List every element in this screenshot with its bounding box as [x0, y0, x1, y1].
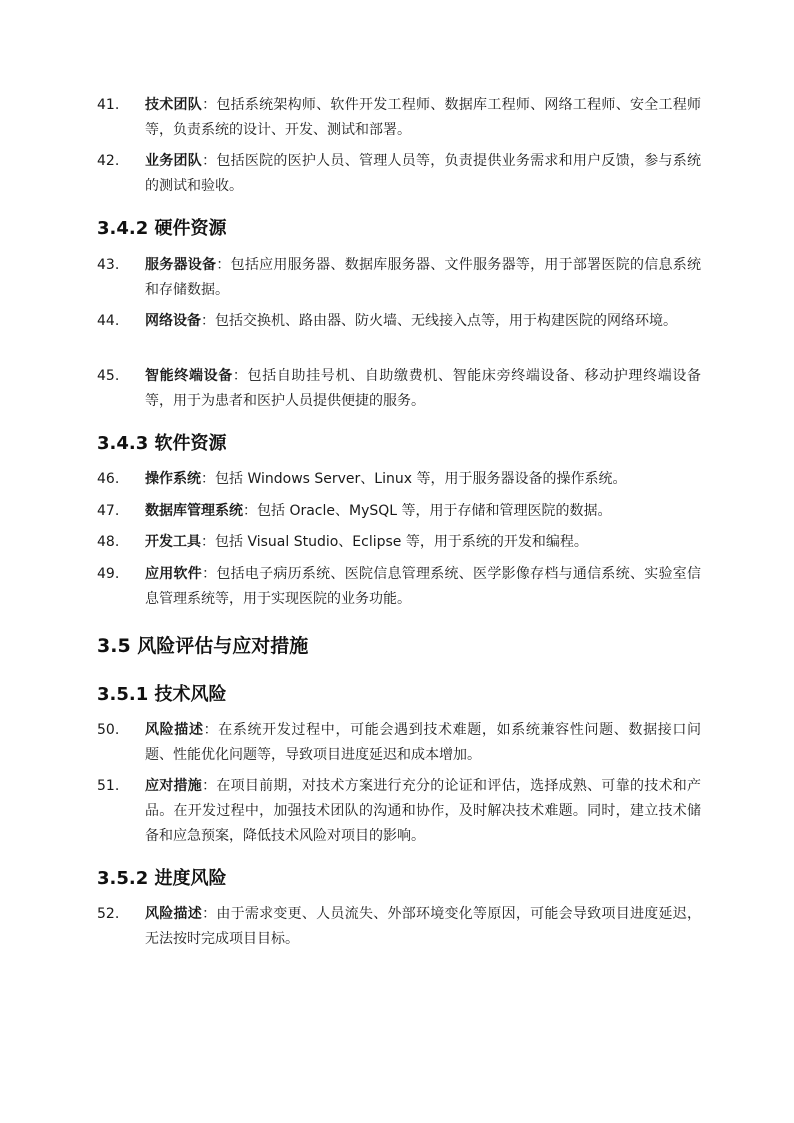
- item-number: 52.: [97, 906, 120, 922]
- item-term: 技术团队: [145, 97, 203, 113]
- list-item: [97, 93, 701, 143]
- item-number: 49.: [97, 566, 120, 582]
- list-item: [97, 309, 701, 334]
- list-item: [97, 902, 701, 952]
- list-item: [97, 530, 701, 555]
- item-text: ：在系统开发过程中，可能会遇到技术难题，如系统兼容性问题、数据接口问题、性能优化问题等，导致项目进度延迟和成本增加。: [145, 722, 702, 763]
- item-number: 42.: [97, 153, 120, 169]
- item-text: ：在项目前期，对技术方案进行充分的论证和评估，选择成熟、可靠的技术和产品。在开发过程中，加强技术团队的沟通和协作，及时解决技术难题。同时，建立技术储备和应急预案，降低技术风险对项目的影响。: [145, 778, 702, 844]
- item-term: 风险描述: [145, 722, 204, 738]
- item-number: 47.: [97, 503, 120, 519]
- list-item: [97, 499, 701, 524]
- item-term: 开发工具: [145, 534, 201, 550]
- list-item: [97, 253, 701, 303]
- list-item: [97, 364, 701, 414]
- item-term: 数据库管理系统: [145, 503, 243, 519]
- item-text: ：由于需求变更、人员流失、外部环境变化等原因，可能会导致项目进度延迟，无法按时完成项目目标。: [145, 906, 702, 947]
- item-number: 45.: [97, 368, 120, 384]
- list-item: [97, 774, 701, 849]
- item-number: 51.: [97, 778, 120, 794]
- section-heading: 3.4.3 软件资源: [97, 433, 227, 454]
- list-item: [97, 467, 701, 492]
- item-term: 应对措施: [145, 778, 203, 794]
- item-number: 50.: [97, 722, 120, 738]
- item-text: ：包括医院的医护人员、管理人员等，负责提供业务需求和用户反馈，参与系统的测试和验收。: [145, 153, 702, 194]
- item-text: ：包括应用服务器、数据库服务器、文件服务器等，用于部署医院的信息系统和存储数据。: [145, 257, 702, 298]
- item-term: 服务器设备: [145, 257, 217, 273]
- list-item: [97, 562, 701, 612]
- item-text: ：包括 Visual Studio、Eclipse 等，用于系统的开发和编程。: [201, 534, 588, 550]
- item-number: 44.: [97, 313, 120, 329]
- item-term: 应用软件: [145, 566, 203, 582]
- item-text: ：包括 Windows Server、Linux 等，用于服务器设备的操作系统。: [201, 471, 627, 487]
- section-heading: 3.5 风险评估与应对措施: [97, 635, 309, 657]
- item-number: 46.: [97, 471, 120, 487]
- item-number: 41.: [97, 97, 120, 113]
- item-text: ：包括交换机、路由器、防火墙、无线接入点等，用于构建医院的网络环境。: [201, 313, 677, 329]
- item-text: ：包括系统架构师、软件开发工程师、数据库工程师、网络工程师、安全工程师等，负责系统的设计、开发、测试和部署。: [145, 97, 702, 138]
- item-text: ：包括 Oracle、MySQL 等，用于存储和管理医院的数据。: [243, 503, 612, 519]
- item-term: 智能终端设备: [145, 368, 233, 384]
- item-text: ：包括电子病历系统、医院信息管理系统、医学影像存档与通信系统、实验室信息管理系统等，用于实现医院的业务功能。: [145, 566, 702, 607]
- section-heading: 3.5.2 进度风险: [97, 868, 227, 889]
- list-item: [97, 149, 701, 199]
- item-term: 风险描述: [145, 906, 203, 922]
- item-number: 43.: [97, 257, 120, 273]
- list-item: [97, 718, 701, 768]
- item-term: 网络设备: [145, 313, 201, 329]
- item-text: ：包括自助挂号机、自助缴费机、智能床旁终端设备、移动护理终端设备等，用于为患者和医护人员提供便捷的服务。: [145, 368, 702, 409]
- item-term: 操作系统: [145, 471, 201, 487]
- section-heading: 3.4.2 硬件资源: [97, 218, 227, 239]
- section-heading: 3.5.1 技术风险: [97, 684, 227, 705]
- item-number: 48.: [97, 534, 120, 550]
- item-term: 业务团队: [145, 153, 203, 169]
